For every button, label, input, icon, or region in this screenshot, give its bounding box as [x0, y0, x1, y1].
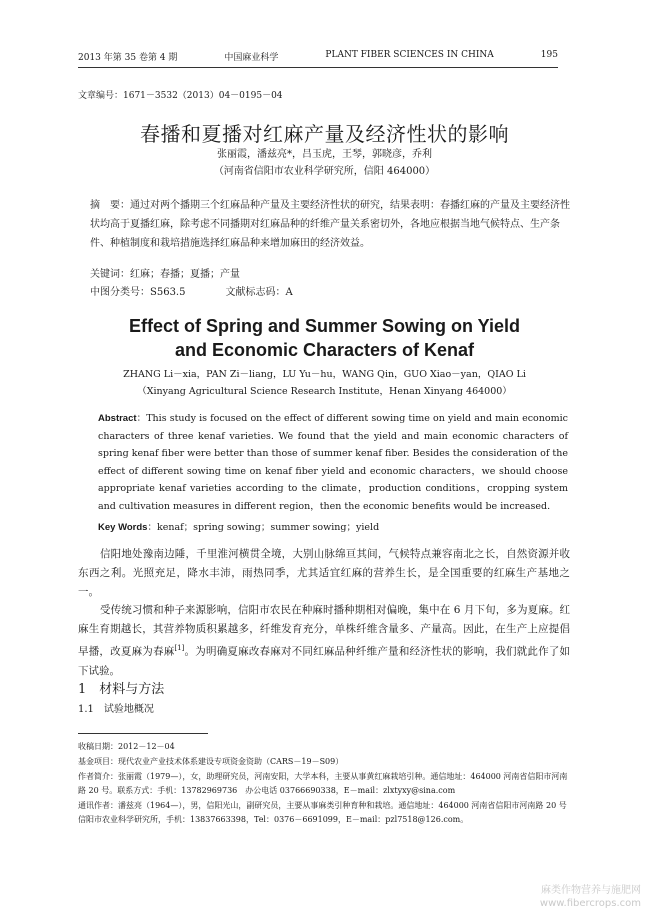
footnote-fund: 基金项目：现代农业产业技术体系建设专项资金资助（CARS－19－S09） [78, 757, 344, 766]
title-en-line2: and Economic Characters of Kenaf [174, 340, 475, 360]
abstract-en [98, 410, 568, 515]
running-header [78, 50, 558, 68]
title-cn: 春播和夏播对红麻产量及经济性状的影响 [140, 122, 509, 146]
abstract-en-text: ：This study is focused on the effect of different sowing time on yield and main economic characters of three kenaf varieties. We found that the yield and main economic characters of spring kenaf fiber were better than those of summer kenaf fiber. Besides the consideration of the effect of different sowing time on kenaf fiber yield and economic characters，we should choose appropriate kenaf varieties according to the climate，production conditions，cropping system and cultivation measures in different region，then the economic benefits would be increased. [98, 413, 568, 512]
keywords-cn: 关键词：红麻；春播；夏播；产量 [90, 269, 240, 280]
classification-row [90, 283, 293, 298]
footnote-received: 收稿日期：2012－12－04 [78, 742, 175, 751]
keywords-en-label: Key Words [98, 522, 148, 533]
classification-number: 中图分类号：S563.5 [90, 287, 186, 298]
abstract-cn-label: 摘 要： [90, 200, 130, 211]
citation-ref: [1] [174, 644, 185, 652]
keywords-en-text: ：kenaf；spring sowing；summer sowing；yield [147, 522, 380, 533]
page-number: 195 [540, 50, 558, 60]
title-en [0, 314, 649, 362]
issue-info: 2013 年第 35 卷第 4 期 [78, 53, 178, 63]
authors-cn: 张丽霞，潘兹亮*，吕玉虎，王琴，郭晓彦，乔利 [217, 149, 432, 160]
affiliation-en: （Xinyang Agricultural Science Research Institute，Henan Xinyang 464000） [137, 386, 512, 397]
watermark-line2: www.fibercrops.com [539, 898, 641, 909]
watermark [540, 884, 641, 910]
document-code: 文献标志码：A [225, 287, 293, 298]
journal-name-en: PLANT FIBER SCIENCES IN CHINA [325, 50, 494, 60]
body-p2-text-a: 受传统习惯和种子来源影响，信阳市农民在种麻时播种期相对偏晚，集中在 6 月下旬，多为夏麻。红麻生育期越长，其营养物质积累越多，纤维发育充分，单株纤维含量多、产量高。因此，在生产上应提倡早播，改夏麻为春麻 [78, 604, 570, 658]
body-paragraph-1: 信阳地处豫南边陲，千里淮河横贯全境，大别山脉绵亘其间，气候特点兼容南北之长，自然资源并收东西之利。光照充足，降水丰沛，雨热同季，尤其适宜红麻的营养生长，是全国重要的红麻生产基地之一。 [78, 548, 570, 598]
journal-name-cn: 中国麻业科学 [224, 53, 279, 63]
abstract-en-label: Abstract [98, 413, 137, 424]
article-number: 文章编号：1671－3532（2013）04－0195－04 [78, 91, 283, 101]
affiliation-cn: （河南省信阳市农业科学研究所，信阳 464000） [213, 166, 436, 177]
section-heading-1: 1 材料与方法 [78, 682, 165, 697]
footnote-divider [78, 733, 208, 734]
title-en-line1: Effect of Spring and Summer Sowing on Yield [128, 316, 521, 336]
subsection-heading-1-1: 1.1 试验地概况 [78, 704, 154, 715]
abstract-cn [90, 196, 578, 253]
authors-en: ZHANG Li－xia，PAN Zi－liang，LU Yu－hu，WANG Qin，GUO Xiao－yan，QIAO Li [123, 369, 526, 380]
watermark-line1: 麻类作物营养与施肥网 [541, 885, 641, 896]
footnote-author: 作者简介：张丽霞（1979—），女，助理研究员，河南安阳，大学本科，主要从事黄红麻栽培引种。通信地址：464000 河南省信阳市河南路 20 号。联系方式：手机：13782969736 办公电话 03766690338，E－mail：zlxtyxy@sina.com [78, 772, 568, 795]
body-paragraph-2 [78, 601, 570, 681]
abstract-cn-text: 通过对两个播期三个红麻品种产量及主要经济性状的研究，结果表明：春播红麻的产量及主要经济性状均高于夏播红麻，除考虑不同播期对红麻品种的纤维产量关系密切外，各地应根据当地气候特点、生产条件、种植制度和栽培措施选择红麻品种来增加麻田的经济效益。 [90, 200, 570, 249]
body-p2-text-b: 。为明确夏麻改春麻对不同红麻品种纤维产量和经济性状的影响，我们就此作了如下试验。 [78, 645, 571, 677]
footnote-corresponding: 通讯作者：潘兹亮（1964—），男，信阳光山，副研究员，主要从事麻类引种育种和栽培。通信地址：464000 河南省信阳市河南路 20 号信阳市农业科学研究所，手机：13837663398，Tel：0376－6691099，E－mail：pzl7518@126.com。 [78, 801, 567, 824]
keywords-en [98, 519, 379, 533]
